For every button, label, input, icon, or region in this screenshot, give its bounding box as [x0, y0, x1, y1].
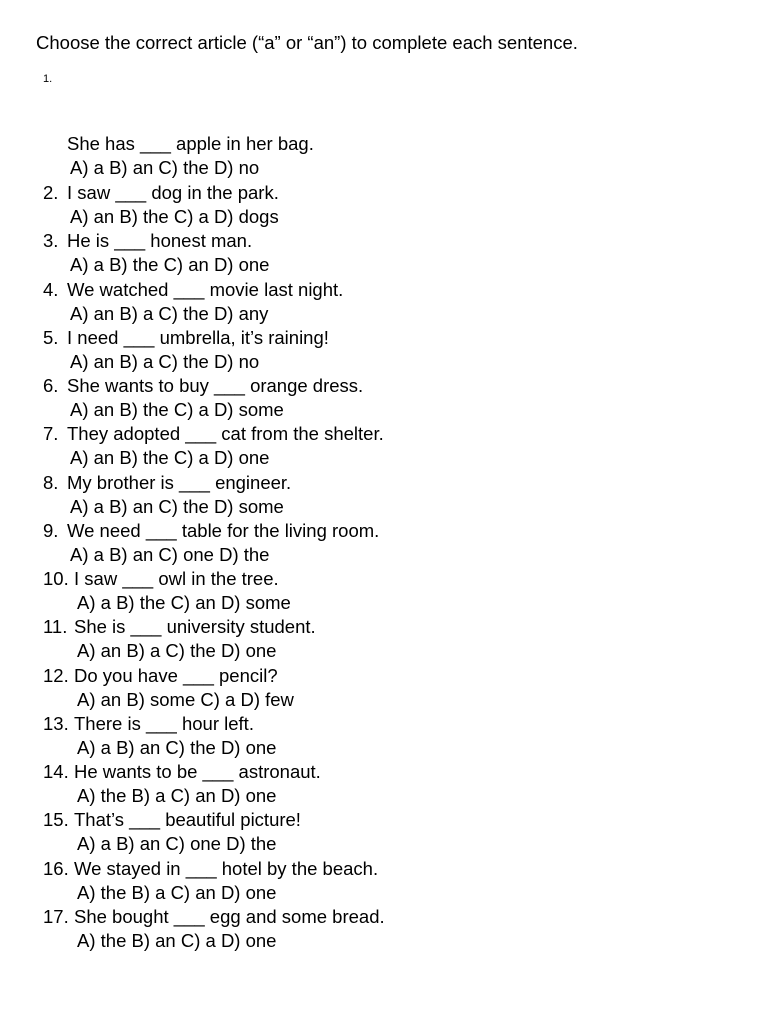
question-number: 14.	[43, 761, 69, 782]
question-text: She bought ___ egg and some bread.	[74, 905, 385, 927]
question-text: He is ___ honest man.	[67, 230, 253, 252]
question-item	[43, 374, 743, 422]
question-item	[43, 615, 743, 663]
question-item	[43, 857, 743, 905]
question-text: She is ___ university student.	[74, 616, 316, 638]
question-number: 6.	[43, 375, 59, 396]
answer-options: A) an B) a C) the D) one	[77, 640, 277, 662]
question-1-options: A) a B) an C) the D) no	[70, 157, 260, 178]
question-item	[43, 422, 743, 470]
question-item	[43, 760, 743, 808]
question-item	[43, 808, 743, 856]
answer-options: A) a B) an C) one D) the	[77, 833, 277, 855]
question-number: 3.	[43, 230, 59, 252]
instructions-heading: Choose the correct article (“a” or “an”) to complete each sentence.	[36, 32, 578, 53]
question-item	[43, 905, 743, 953]
question-1-number: 1.	[43, 73, 53, 85]
answer-options: A) an B) the C) a D) one	[70, 447, 270, 469]
answer-options: A) an B) a C) the D) any	[70, 302, 269, 324]
question-item	[43, 278, 743, 326]
question-item	[43, 181, 743, 229]
question-number: 10.	[43, 568, 69, 589]
answer-options: A) an B) the C) a D) dogs	[70, 206, 279, 227]
answer-options: A) an B) the C) a D) some	[70, 399, 284, 420]
question-number: 16.	[43, 857, 69, 879]
answer-options: A) a B) an C) one D) the	[70, 543, 270, 565]
answer-options: A) a B) the C) an D) one	[70, 254, 270, 276]
question-item	[43, 229, 743, 277]
question-number: 9.	[43, 519, 59, 541]
answer-options: A) the B) a C) an D) one	[77, 785, 277, 806]
question-list	[43, 181, 743, 953]
question-item	[43, 664, 743, 712]
answer-options: A) an B) a C) the D) no	[70, 350, 260, 372]
question-text: That’s ___ beautiful picture!	[74, 809, 301, 831]
answer-options: A) a B) an C) the D) one	[77, 736, 277, 758]
question-number: 12.	[43, 664, 69, 686]
question-text: We need ___ table for the living room.	[67, 519, 380, 541]
question-text: They adopted ___ cat from the shelter.	[67, 423, 384, 445]
question-1-text: She has ___ apple in her bag.	[67, 133, 314, 154]
question-number: 8.	[43, 471, 59, 493]
question-item	[43, 712, 743, 760]
question-text: We watched ___ movie last night.	[67, 278, 344, 300]
answer-options: A) the B) a C) an D) one	[77, 881, 277, 903]
question-text: There is ___ hour left.	[74, 712, 254, 734]
question-number: 5.	[43, 326, 59, 348]
question-text: I saw ___ dog in the park.	[67, 182, 279, 203]
answer-options: A) a B) the C) an D) some	[77, 592, 291, 613]
question-item	[43, 567, 743, 615]
question-number: 4.	[43, 278, 59, 300]
question-text: We stayed in ___ hotel by the beach.	[74, 857, 379, 879]
question-text: I need ___ umbrella, it’s raining!	[67, 326, 329, 348]
question-item	[43, 519, 743, 567]
question-text: He wants to be ___ astronaut.	[74, 761, 321, 782]
question-number: 7.	[43, 423, 59, 445]
question-text: I saw ___ owl in the tree.	[74, 568, 279, 589]
question-number: 17.	[43, 905, 69, 927]
answer-options: A) a B) an C) the D) some	[70, 495, 284, 517]
question-text: She wants to buy ___ orange dress.	[67, 375, 364, 396]
question-text: My brother is ___ engineer.	[67, 471, 292, 493]
question-text: Do you have ___ pencil?	[74, 664, 278, 686]
answer-options: A) an B) some C) a D) few	[77, 688, 294, 710]
question-number: 15.	[43, 809, 69, 831]
question-item	[43, 326, 743, 374]
answer-options: A) the B) an C) a D) one	[77, 929, 277, 951]
question-number: 13.	[43, 712, 69, 734]
question-item	[43, 471, 743, 519]
question-number: 11.	[43, 616, 68, 638]
question-number: 2.	[43, 182, 59, 203]
